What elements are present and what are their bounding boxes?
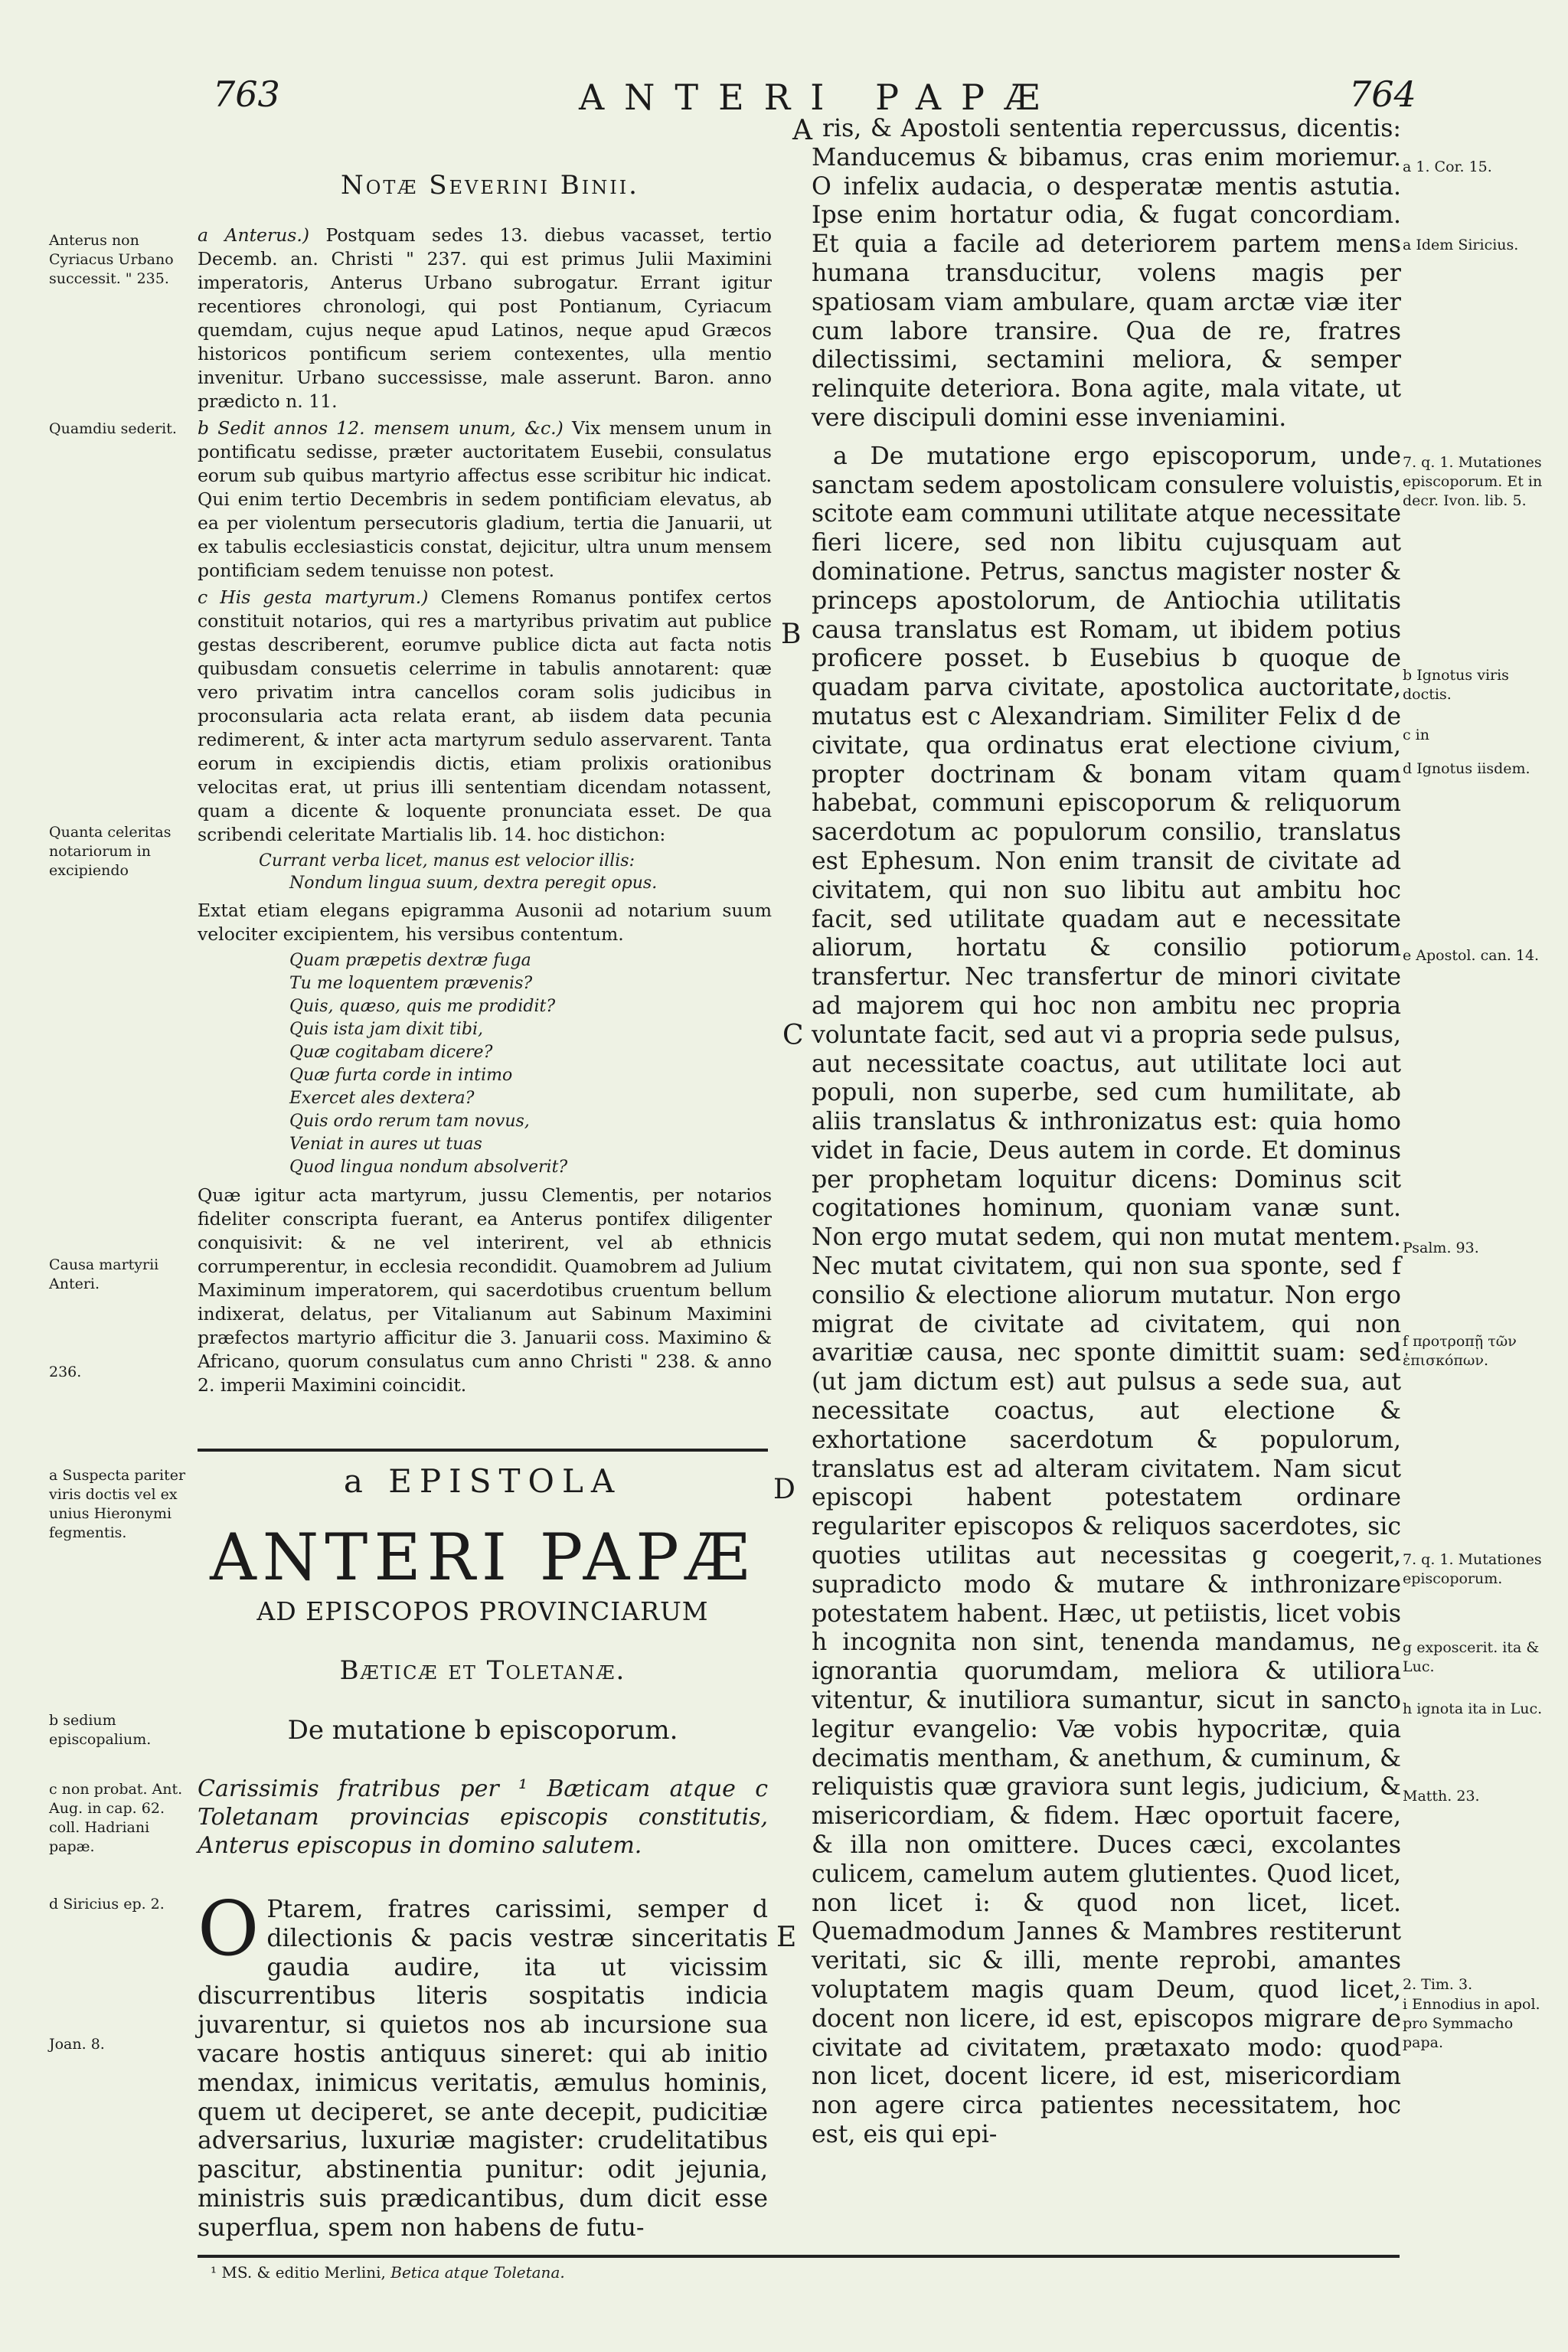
margin-note-left: Causa martyrii Anteri.	[49, 1256, 159, 1292]
margin-note-left: a Suspecta pariter viris doctis vel ex unius Hieronymi fegmentis.	[49, 1467, 186, 1541]
margin-note-right: b Ignotus viris doctis.	[1403, 667, 1509, 703]
epistle-title-1: a EPISTOLA	[343, 1462, 622, 1500]
page-number-left: 763	[213, 74, 280, 115]
page-number-right: 764	[1349, 74, 1416, 115]
note-c: c His gesta martyrum.) Clemens Romanus pontifex certos constituit notarios, qui res a martyribus privatim aut publice gestas describerent, eorumve publice dicta aut facta notis quibusdam consuetis celerrime in tabulis annotarent: quæ vero privatim intra cancellos coram solis judicibus in proconsularia acta relata erant, ab iisdem data pecunia redimerent, & inter acta martyrum sedulo asservarent. Tanta eorum in excipiendis dictis, etiam prolixis orationibus velocitas erat, ut prius illi sententiam dicendam notassent, quam a dicente & loquente pronunciata esset. De qua scribendi celeritate Martialis lib. 14. hoc distichon:	[198, 586, 772, 845]
notes-column	[198, 224, 772, 1400]
epistle-title-5: De mutatione b episcoporum.	[287, 1715, 678, 1746]
margin-note-right: h ignota ita in Luc.	[1403, 1700, 1543, 1717]
epistle-paragraph-1: ris, & Apostoli sententia repercussus, dicentis: Manducemus & bibamus, cras enim moriemur. O infelix audacia, o desperatæ mentis astutia. Ipse enim hortatur odia, & fugat concordiam. Et quia a facile ad deteriorem partem mens humana transducitur, volens magis per spatiosam viam ambulare, quam arctæ viæ iter cum labore transire. Qua de re, fratres dilectissimi, sectamini meliora, & semper relinquite deteriora. Bona agite, mala vitate, ut vere discipuli domini esse inveniamini.	[812, 115, 1401, 432]
notes-title: Notæ Severini Binii.	[340, 170, 639, 201]
epistle-title-4: Bæticæ et Toletanæ.	[339, 1655, 626, 1686]
margin-note-right: i Ennodius in apol. pro Symmacho papa.	[1403, 1996, 1540, 2051]
margin-note-left: b sedium episcopalium.	[49, 1712, 152, 1748]
margin-note-left: Joan. 8.	[49, 2036, 105, 2053]
margin-note-left: Anterus non Cyriacus Urbano successit. " 235.	[49, 232, 174, 287]
margin-note-left: Quanta celeritas notariorum in excipiendo	[49, 824, 172, 879]
running-head: ANTERI PAPÆ	[578, 77, 1060, 118]
epistle-left-column	[198, 1886, 768, 2243]
separator-rule	[198, 1449, 768, 1452]
margin-note-right: c in	[1403, 727, 1429, 743]
margin-note-right: f προτροπῇ τῶν ἐπισκόπων.	[1403, 1333, 1517, 1369]
drop-cap: O	[198, 1886, 260, 1973]
margin-note-right: g exposcerit. ita & Luc.	[1403, 1639, 1540, 1675]
footnote-rule	[198, 2255, 1400, 2258]
margin-note-right: e Apostol. can. 14.	[1403, 947, 1540, 964]
margin-note-left: c non probat. Ant. Aug. in cap. 62. coll. Hadriani papæ.	[49, 1781, 183, 1855]
margin-note-right: 7. q. 1. Mutationes episcoporum. Et in decr. Ivon. lib. 5.	[1403, 454, 1543, 509]
section-letter-a: A	[792, 115, 812, 146]
epistle-title-2: ANTERI PAPÆ	[210, 1520, 756, 1595]
epistle-title-3: AD EPISCOPOS PROVINCIARUM	[256, 1596, 709, 1626]
margin-note-right: Psalm. 93.	[1403, 1240, 1479, 1256]
distichon: Currant verba licet, manus est velocior illis: Nondum lingua suum, dextra peregit opus.	[259, 851, 658, 893]
margin-note-right: Matth. 23.	[1403, 1788, 1480, 1805]
section-letter-e: E	[776, 1922, 797, 1953]
margin-note-left: 236.	[49, 1364, 82, 1380]
epistle-opening: O Ptarem, fratres carissimi, semper d dilectionis & pacis vestræ sinceritatis gaudia audire, ita ut vicissim discurrentibus literis sospitatis indicia juvarentur, si quietos nos ab incursione sua vacare hostis antiquus sineret: qui ab initio mendax, inimicus veritatis, æmulus hominis, quem ut deciperet, se ante decepit, pudicitiæ adversarius, luxuriæ magister: crudelitatibus pascitur, abstinentia punitur: odit jejunia, ministris suis prædicantibus, dum dicit esse superflua, spem non habens de futu-	[198, 1886, 768, 2242]
epistle-right-column	[812, 115, 1401, 2150]
ausonius-epigram: Quam præpetis dextræ fuga Tu me loquentem prævenis? Quis, quæso, quis me prodidit? Quis ista jam dixit tibi, Quæ cogitabam dicere? Quæ furta corde in intimo Exercet ales dextera? Quis ordo rerum tam novus, Veniat in aures ut tuas Quod lingua nondum absolverit?	[289, 951, 568, 1177]
section-letter-b: B	[781, 619, 802, 650]
salutation: Carissimis fratribus per ¹ Bæticam atque c Toletanam provincias episcopis constitutis, Anterus episcopus in domino salutem.	[198, 1775, 768, 1859]
note-b: b Sedit annos 12. mensem unum, &c.) Vix mensem unum in pontificatu sedisse, præter auctoritatem Eusebii, consulatus eorum sub quibus martyrio affectus esse scribitur hic indicat. Qui enim tertio Decembris in sedem pontificiam elevatus, ab ea per violentum persecutoris gladium, tertia die Januarii, ut ex tabulis ecclesiasticis constat, dejicitur, ultra unum mensem pontificiam sedem tenuisse non potest.	[198, 417, 773, 581]
margin-note-right: a Idem Siricius.	[1403, 237, 1519, 253]
note-a: a Anterus.) Postquam sedes 13. diebus vacasset, tertio Decemb. an. Christi " 237. qui est primus Julii Maximini imperatoris, Anterus Urbano subrogatur. Errant igitur recentiores chronologi, qui post Pontianum, Cyriacum quemdam, cujus neque apud Latinos, neque apud Græcos historicos pontificum seriem contexentes, ulla mentio invenitur. Urbano successisse, male asserunt. Baron. anno prædicto n. 11.	[198, 224, 772, 412]
margin-note-right: d Ignotus iisdem.	[1403, 760, 1530, 777]
footnote: ¹ MS. & editio Merlini, Betica atque Toletana.	[211, 2263, 565, 2282]
note-final: Quæ igitur acta martyrum, jussu Clementis, per notarios fideliter conscripta fuerant, ea Anterus pontifex diligenter conquisivit: & ne vel interirent, vel ab ethnicis corrumperentur, in ecclesia recondidit. Quamobrem ad Julium Maximinum imperatorem, qui sacerdotibus cruentum bellum indixerat, delatus, per Vitalianum aut Sabinum Maximini præfectos martyrio afficitur die 3. Januarii coss. Maximino & Africano, quorum consulatus cum anno Christi " 238. & anno 2. imperii Maximini coincidit.	[198, 1184, 772, 1396]
margin-note-right: a 1. Cor. 15.	[1403, 158, 1492, 175]
section-letter-d: D	[773, 1474, 795, 1505]
margin-note-right: 2. Tim. 3.	[1403, 1976, 1473, 1993]
margin-note-left: d Siricius ep. 2.	[49, 1896, 165, 1913]
epistle-paragraph-2: a De mutatione ergo episcoporum, unde sanctam sedem apostolicam consulere voluistis, scitote eam communi utilitate atque necessitate fieri licere, sed non libitu cujusquam aut dominatione. Petrus, sanctus magister noster & princeps apostolorum, de Antiochia utilitatis causa translatus est Romam, ut ibidem potius proficere posset. b Eusebius b quoque de quadam parva civitate, apostolica auctoritate, mutatus est c Alexandriam. Similiter Felix d de civitate, qua ordinatus erat electione civium, propter doctrinam & bonam vitam quam habebat, communi episcoporum & reliquorum sacerdotum ac populorum consilio, translatus est Ephesum. Non enim transit de civitate ad civitatem, qui non suo libitu aut ambitu hoc facit, sed utilitate quadam aut e necessitate aliorum, hortatu & consilio potiorum transfertur. Nec transfertur de minori civitate ad majorem qui hoc non ambitu nec propria voluntate facit, sed aut vi a propria sede pulsus, aut necessitate coactus, aut utilitate loci aut populi, non superbe, sed cum humilitate, ab aliis translatus & inthronizatus est: quia homo videt in facie, Deus autem in corde. Et dominus per prophetam loquitur dicens: Dominus scit cogitationes hominum, quoniam vanæ sunt. Non ergo mutat sedem, qui non mutat mentem. Nec mutat civitatem, qui non sua sponte, sed f consilio & electione aliorum mutatur. Non ergo migrat de civitate ad civitatem, qui non avaritiæ causa, nec sponte dimittit suam: sed (ut jam dictum est) aut pulsus a sede sua, aut necessitate coactus, aut electione & exhortatione sacerdotum & populorum, translatus est ad alteram civitatem. Nam sicut episcopi habent potestatem ordinare regulariter episcopos & reliquos sacerdotes, sic quoties utilitas aut necessitas g coegerit, supradicto modo & mutare & inthronizare potestatem habent. Hæc, ut petiistis, licet vobis h incognita non sint, tenenda mandamus, ne ignorantia quorumdam, meliora & utiliora vitentur, & inutiliora sumantur, sicut in sancto legitur evangelio: Væ vobis hypocritæ, quia decimatis mentham, & anethum, & cuminum, & reliquistis quæ graviora sunt legis, judicium, & misericordiam, & fidem. Hæc oportuit facere, & illa non omittere. Duces cæci, excolantes culicem, camelum autem glutientes. Quod licet, non licet i: & quod non licet, licet. Quemadmodum Jannes & Mambres restiterunt veritati, sic & illi, mente reprobi, amantes voluptatem magis quam Deum, quod licet, docent non licere, id est, episcopos migrare de civitate ad civitatem, prætaxato modo: quod non licet, docent licere, id est, misericordiam non agere circa patientes necessitatem, hoc est, eis qui epi-	[812, 442, 1401, 2148]
margin-note-right: 7. q. 1. Mutationes episcoporum.	[1403, 1551, 1542, 1587]
section-letter-c: C	[782, 1020, 804, 1051]
margin-note-left: Quamdiu sederit.	[49, 420, 177, 437]
extat-text: Extat etiam elegans epigramma Ausonii ad notarium suum velociter excipientem, his versibus contentum.	[198, 900, 772, 945]
